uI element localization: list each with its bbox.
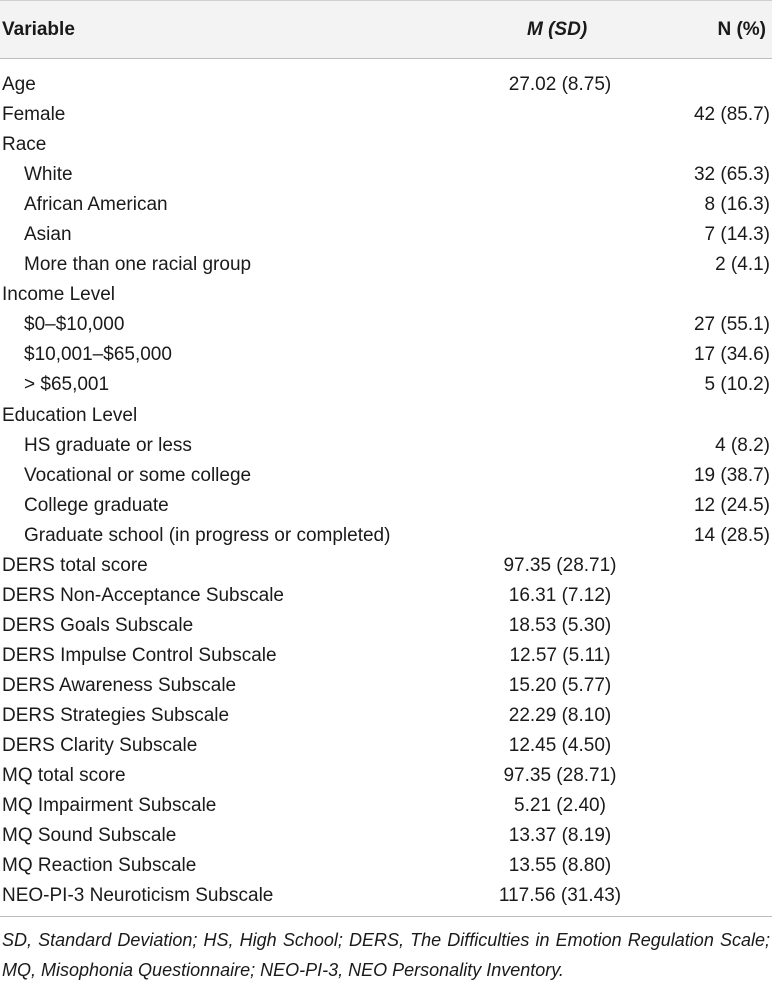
row-label: African American <box>24 194 168 216</box>
row-label: DERS Clarity Subscale <box>2 735 198 757</box>
table-row <box>0 461 772 491</box>
row-mean-sd: 13.37 (8.19) <box>508 825 612 847</box>
table-row <box>0 431 772 461</box>
header-variable: Variable <box>2 19 75 40</box>
table-row <box>0 370 772 400</box>
row-label: Age <box>2 74 36 95</box>
table-row <box>0 671 772 701</box>
row-n-percent: 2 (4.1) <box>715 254 770 276</box>
row-label: More than one racial group <box>24 254 252 276</box>
row-mean-sd: 15.20 (5.77) <box>508 674 612 696</box>
row-mean-sd: 22.29 (8.10) <box>508 704 612 726</box>
table-row <box>0 791 772 821</box>
row-mean-sd: 13.55 (8.80) <box>508 855 612 877</box>
table-row <box>0 280 772 310</box>
table-row <box>0 701 772 731</box>
table-row <box>0 551 772 581</box>
table-row <box>0 190 772 220</box>
table-row <box>0 611 772 641</box>
table-row <box>0 881 772 911</box>
table-row <box>0 160 772 190</box>
row-n-percent: 32 (65.3) <box>693 164 770 186</box>
table-row <box>0 220 772 250</box>
row-label: Race <box>2 134 47 156</box>
row-n-percent: 8 (16.3) <box>704 194 770 216</box>
row-label: Asian <box>24 224 72 246</box>
row-mean-sd: 117.56 (31.43) <box>498 885 622 907</box>
row-label: Income Level <box>2 284 116 306</box>
row-label: NEO-PI-3 Neuroticism Subscale <box>2 885 274 907</box>
table-row <box>0 491 772 521</box>
row-label: DERS Awareness Subscale <box>2 674 237 696</box>
row-n-percent: 17 (34.6) <box>693 344 770 366</box>
table-body <box>0 59 772 911</box>
row-n-percent: 7 (14.3) <box>704 224 770 246</box>
row-n-percent: 19 (38.7) <box>693 464 770 486</box>
row-mean-sd: 16.31 (7.12) <box>508 584 612 606</box>
table-row <box>0 821 772 851</box>
row-mean-sd: 12.45 (4.50) <box>508 735 612 757</box>
row-label: $10,001–$65,000 <box>24 344 172 366</box>
row-n-percent: 27 (55.1) <box>693 314 770 336</box>
row-label: MQ total score <box>2 765 126 787</box>
table-row <box>0 761 772 791</box>
row-label: DERS total score <box>2 554 148 576</box>
table-row <box>0 340 772 370</box>
row-label: > $65,001 <box>24 374 110 396</box>
row-label: HS graduate or less <box>24 434 192 456</box>
row-label: Education Level <box>2 404 138 426</box>
table-row <box>0 100 772 130</box>
row-label: DERS Strategies Subscale <box>2 704 230 726</box>
row-n-percent: 5 (10.2) <box>704 374 770 396</box>
row-label: MQ Reaction Subscale <box>2 855 197 877</box>
row-label: DERS Impulse Control Subscale <box>2 644 277 666</box>
row-label: $0–$10,000 <box>24 314 125 336</box>
table-row <box>0 641 772 671</box>
row-n-percent: 4 (8.2) <box>715 434 770 456</box>
table-row <box>0 731 772 761</box>
header-mean-sd: M (SD) <box>527 19 588 40</box>
row-label: College graduate <box>24 494 169 516</box>
row-mean-sd: 18.53 (5.30) <box>508 614 612 636</box>
row-label: DERS Goals Subscale <box>2 614 194 636</box>
row-mean-sd: 97.35 (28.71) <box>503 765 617 787</box>
row-label: White <box>24 164 73 186</box>
row-label: Vocational or some college <box>24 464 252 486</box>
table-header <box>0 0 772 59</box>
row-label: DERS Non-Acceptance Subscale <box>2 584 284 606</box>
table-row <box>0 581 772 611</box>
table-row <box>0 521 772 551</box>
row-label: Graduate school (in progress or completed) <box>24 524 391 546</box>
row-label: Female <box>2 104 66 126</box>
row-n-percent: 12 (24.5) <box>693 494 770 516</box>
row-mean-sd: 97.35 (28.71) <box>503 554 617 576</box>
row-mean-sd: 12.57 (5.11) <box>509 644 611 666</box>
table-row <box>0 70 772 100</box>
row-n-percent: 42 (85.7) <box>693 104 770 126</box>
row-label: MQ Sound Subscale <box>2 825 177 847</box>
row-mean-sd: 5.21 (2.40) <box>514 795 606 817</box>
table-row <box>0 310 772 340</box>
table-row <box>0 851 772 881</box>
table-footnote: SD, Standard Deviation; HS, High School; DERS, The Difficulties in Emotion Regulation Scale; MQ, Misophonia Questionnaire; NEO-PI-3, NEO Personality Inventory. <box>2 930 770 981</box>
table-row <box>0 130 772 160</box>
row-mean-sd: 27.02 (8.75) <box>508 74 612 95</box>
header-n-percent: N (%) <box>717 19 766 40</box>
row-label: MQ Impairment Subscale <box>2 795 217 817</box>
row-n-percent: 14 (28.5) <box>693 524 770 546</box>
table-row <box>0 250 772 280</box>
table-row <box>0 401 772 431</box>
